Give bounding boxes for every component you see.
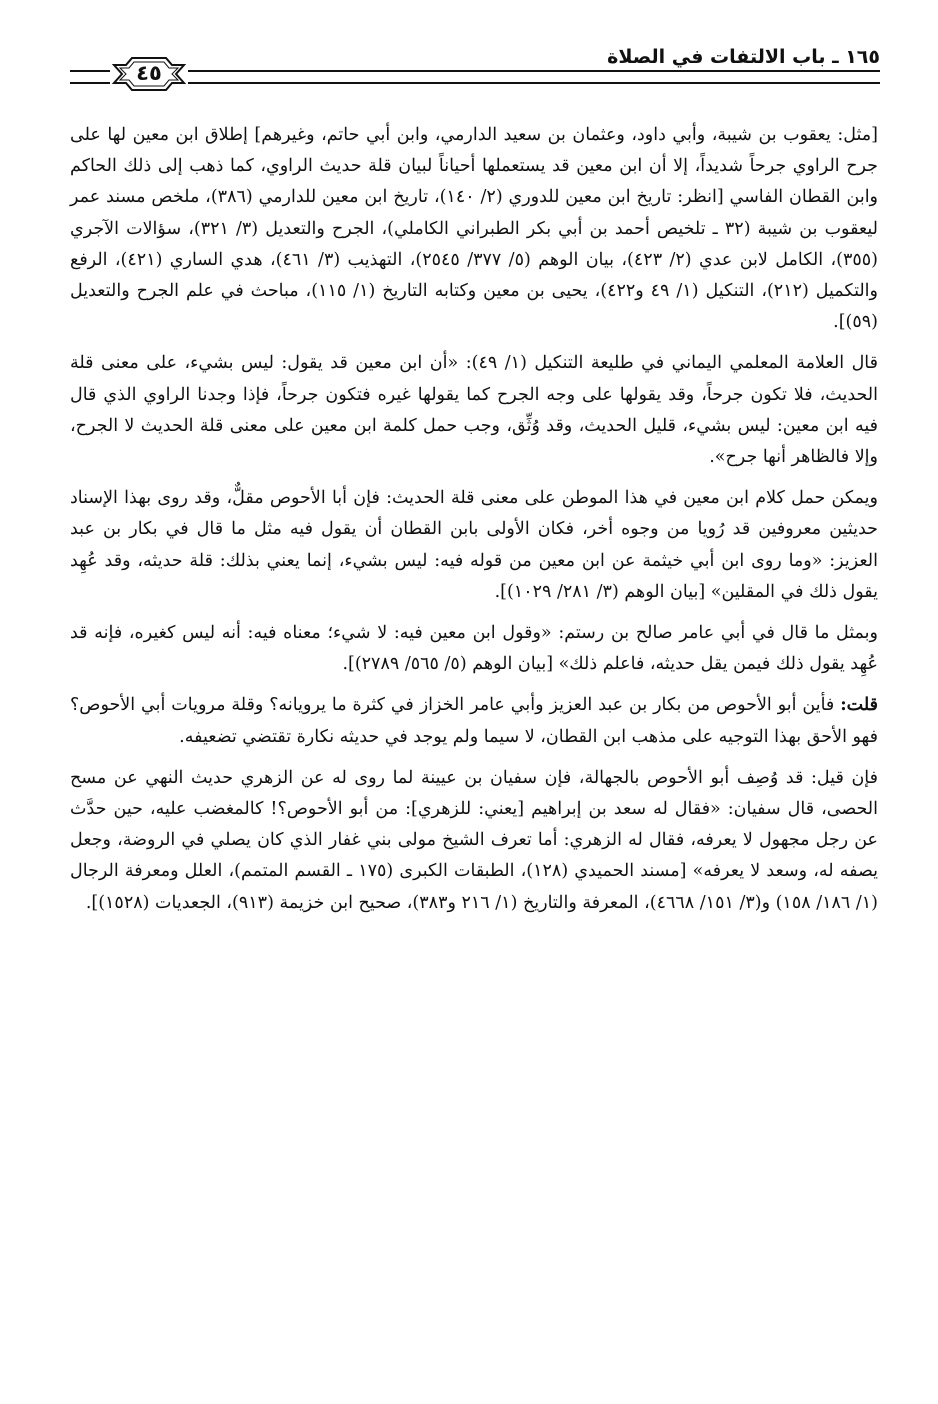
page-number-ornament: [110, 54, 188, 94]
paragraph: [70, 618, 878, 680]
chapter-title: ١٦٥ ـ باب الالتفات في الصلاة: [607, 46, 880, 68]
body-text: [70, 120, 878, 929]
page-number: ٤٥: [136, 61, 162, 85]
paragraph: [70, 483, 878, 608]
paragraph: [70, 763, 878, 919]
header-double-rule: [188, 70, 880, 84]
page-header: [70, 40, 880, 110]
paragraph: [70, 120, 878, 338]
paragraph-text: [مثل: يعقوب بن شيبة، وأبي داود، وعثمان بن سعيد الدارمي، وابن أبي حاتم، وغيرهم] إطلاق ابن معين لها على جرح الراوي جرحاً شديداً، إلا أن ابن معين قد يستعملها أحياناً لبيان قلة حديث الراوي، كما ذهب إلى ذلك الحاكم وابن القطان الفاسي [انظر: تاريخ ابن معين للدوري (٢/ ١٤٠)، تاريخ ابن معين للدارمي (٣٨٦)، ملخص مسند عمر ليعقوب بن شيبة (٣٢ ـ تلخيص أحمد بن أبي بكر الطبراني الكاملي)، الجرح والتعديل (٣/ ٣٢١)، سؤالات الآجري (٣٥٥)، الكامل لابن عدي (٢/ ٤٢٣)، بيان الوهم (٥/ ٣٧٧/ ٢٥٤٥)، التهذيب (٣/ ٤٦١)، هدي الساري (٤٢١)، الرفع والتكميل (٢١٢)، التنكيل (١/ ٤٩ و٤٢٢)، يحيى بن معين وكتابه التاريخ (١/ ١١٥)، مباحث في علم الجرح والتعديل (٥٩)].: [70, 125, 879, 333]
paragraph-text: فإن قيل: قد وُصِف أبو الأحوص بالجهالة، فإن سفيان بن عيينة لما روى له عن الزهري حديث النهي عن مسح الحصى، قال سفيان: «فقال له سعد بن إبراهيم [يعني: للزهري]: من أبو الأحوص؟! كالمغضب عليه، حين حدَّث عن رجل مجهول لا يعرفه، فقال له الزهري: أما تعرف الشيخ مولى بني غفار الذي كان يصلي في الروضة، وجعل يصفه له، وسعد لا يعرفه» [مسند الحميدي (١٢٨)، الطبقات الكبرى (١٧٥ ـ القسم المتمم)، العلل ومعرفة الرجال (١/ ١٨٦/ ١٥٨) و(٣/ ١٥١/ ٤٦٦٨)، المعرفة والتاريخ (١/ ٢١٦ و٣٨٣)، صحيح ابن خزيمة (٩١٣)، الجعديات (١٥٢٨)].: [70, 767, 878, 913]
paragraph-text: وبمثل ما قال في أبي عامر صالح بن رستم: «وقول ابن معين فيه: لا شيء؛ معناه فيه: أنه ليس كغيره، فإنه قد عُهِد يقول ذلك فيمن يقل حديثه، فاعلم ذلك» [بيان الوهم (٥/ ٥٦٥/ ٢٧٨٩)].: [70, 623, 879, 675]
paragraph-text: ويمكن حمل كلام ابن معين في هذا الموطن على معنى قلة الحديث: فإن أبا الأحوص مقلٌّ، وقد روى بهذا الإسناد حديثين معروفين قد رُويا من وجوه أخر، فكان الأولى بابن القطان أن يقول فيه مثل ما قال في بكار بن عبد العزيز: «وما روى ابن أبي خيثمة عن ابن معين من قوله فيه: ليس بشيء، إنما يعني بذلك: قلة حديثه، وقد عُهِد يقول ذلك في المقلين» [بيان الوهم (٣/ ٢٨١/ ١٠٢٩)].: [70, 488, 878, 602]
paragraph-text: فأين أبو الأحوص من بكار بن عبد العزيز وأبي عامر الخزاز في كثرة ما يرويانه؟ وقلة مرويات أبي الأحوص؟ فهو الأحق بهذا التوجيه على مذهب ابن القطان، لا سيما ولم يوجد في حديثه نكارة تقتضي تضعيفه.: [70, 695, 878, 747]
paragraph-text: قال العلامة المعلمي اليماني في طليعة التنكيل (١/ ٤٩): «أن ابن معين قد يقول: ليس بشيء، على معنى قلة الحديث، فلا تكون جرحاً، وقد يقولها على وجه الجرح كما يقولها غيره فتكون جرحاً، فإذا وجدنا الراوي الذي قال فيه ابن معين: ليس بشيء، قليل الحديث، وقد وُثِّق، وجب حمل كلمة ابن معين على معنى قلة الحديث لا الجرح، وإلا فالظاهر أنها جرح».: [70, 353, 878, 468]
paragraph-lead: قلت:: [840, 695, 878, 716]
paragraph: [70, 348, 878, 473]
paragraph: [70, 690, 878, 752]
header-double-rule-left: [70, 70, 110, 84]
